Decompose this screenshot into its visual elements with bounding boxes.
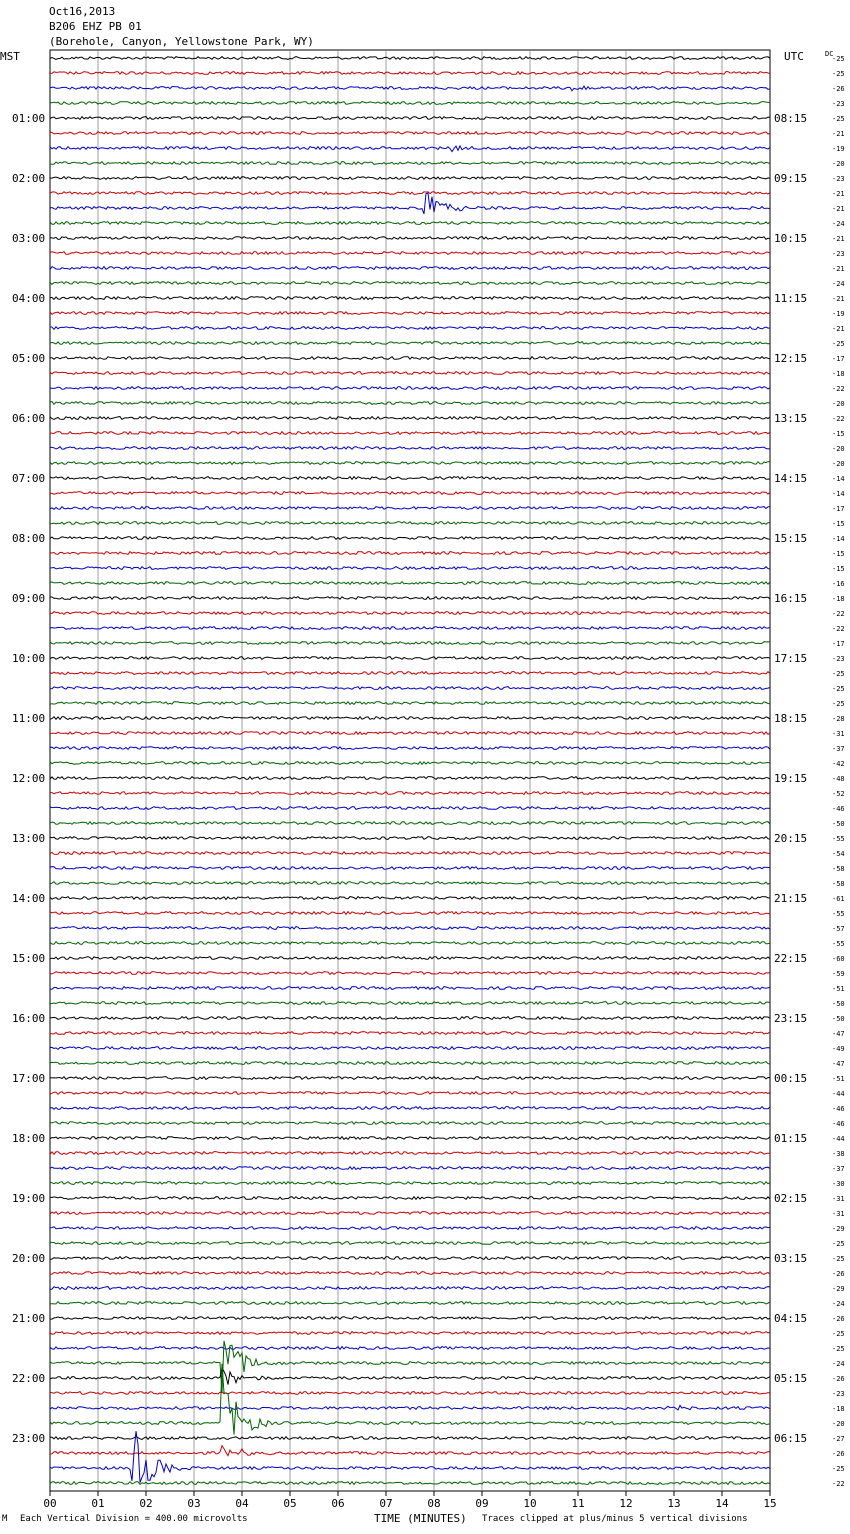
plot-frame	[50, 50, 770, 1491]
seismogram-traces	[50, 57, 770, 1485]
seismogram-trace	[50, 1446, 770, 1456]
seismogram-trace	[50, 1437, 770, 1440]
x-tick-label: 05	[283, 1497, 297, 1510]
mst-hour-label: 21:00	[12, 1312, 46, 1325]
seismogram-trace	[50, 192, 770, 195]
seismogram-trace	[50, 1392, 770, 1395]
dc-offset-label: -51	[832, 1075, 845, 1083]
seismogram-trace	[50, 117, 770, 120]
dc-offset-label: -49	[832, 1045, 845, 1053]
x-axis-ticks	[43, 1491, 776, 1510]
seismogram-trace	[50, 132, 770, 135]
dc-offset-label: -21	[832, 190, 845, 198]
seismogram-trace	[50, 432, 770, 435]
dc-offset-label: -47	[832, 1030, 845, 1038]
dc-offset-label: -20	[832, 460, 845, 468]
dc-header: DC	[825, 50, 834, 58]
utc-hour-label: 20:15	[774, 832, 808, 845]
dc-offset-label: -38	[832, 1150, 845, 1158]
seismogram-trace	[50, 987, 770, 990]
x-axis-title: TIME (MINUTES)	[374, 1512, 467, 1525]
mst-hour-label: 08:00	[12, 532, 46, 545]
corner-mark: M	[2, 1514, 8, 1524]
dc-offset-label: -54	[832, 850, 845, 858]
seismogram-trace	[50, 1212, 770, 1215]
utc-hour-label: 05:15	[774, 1372, 808, 1385]
x-tick-label: 01	[91, 1497, 105, 1510]
dc-offset-label: -25	[832, 55, 845, 63]
mst-hour-label: 04:00	[12, 292, 46, 305]
utc-hour-label: 17:15	[774, 652, 808, 665]
x-tick-label: 02	[139, 1497, 153, 1510]
dc-offset-label: -50	[832, 820, 845, 828]
seismogram-trace	[50, 1227, 770, 1230]
dc-offset-label: -29	[832, 1285, 845, 1293]
seismogram-trace	[50, 912, 770, 915]
scale-note: Each Vertical Division = 400.00 microvolts	[20, 1514, 248, 1524]
mst-hour-label: 02:00	[12, 172, 46, 185]
dc-offset-label: -46	[832, 1120, 845, 1128]
seismogram-trace	[50, 252, 770, 255]
seismogram-trace	[50, 1482, 770, 1485]
seismogram-trace	[50, 702, 770, 705]
utc-hour-label: 08:15	[774, 112, 808, 125]
seismogram-trace	[50, 777, 770, 780]
utc-hour-labels	[774, 112, 807, 1445]
seismogram-trace	[50, 732, 770, 735]
seismogram-trace	[50, 687, 770, 690]
dc-offset-label: -21	[832, 130, 845, 138]
seismogram-trace	[50, 57, 770, 60]
dc-offset-label: -50	[832, 1000, 845, 1008]
x-tick-label: 10	[523, 1497, 537, 1510]
seismogram-trace	[50, 193, 770, 214]
utc-hour-label: 19:15	[774, 772, 808, 785]
seismogram-trace	[50, 462, 770, 465]
dc-offset-label: -18	[832, 1405, 845, 1413]
dc-offset-label: -37	[832, 745, 845, 753]
dc-offset-label: -21	[832, 265, 845, 273]
utc-hour-label: 22:15	[774, 952, 808, 965]
utc-hour-label: 23:15	[774, 1012, 808, 1025]
dc-offset-label: -31	[832, 1195, 845, 1203]
seismogram-trace	[50, 342, 770, 345]
dc-offset-label: -17	[832, 505, 845, 513]
seismogram-trace	[50, 357, 770, 360]
dc-offset-label: -61	[832, 895, 845, 903]
utc-hour-label: 10:15	[774, 232, 808, 245]
dc-offset-label: -14	[832, 535, 845, 543]
dc-offset-label: -37	[832, 1165, 845, 1173]
mst-hour-label: 11:00	[12, 712, 46, 725]
dc-offset-label: -14	[832, 490, 845, 498]
dc-offset-label: -58	[832, 865, 845, 873]
seismogram-trace	[50, 102, 770, 105]
dc-offset-label: -25	[832, 1330, 845, 1338]
seismogram-trace	[50, 1152, 770, 1155]
seismogram-trace	[50, 146, 770, 152]
mst-hour-label: 17:00	[12, 1072, 46, 1085]
dc-offset-label: -58	[832, 880, 845, 888]
dc-offset-label: -55	[832, 835, 845, 843]
seismogram-trace	[50, 282, 770, 285]
utc-hour-label: 00:15	[774, 1072, 808, 1085]
dc-offset-label: -15	[832, 550, 845, 558]
seismogram-trace	[50, 537, 770, 540]
seismogram-trace	[50, 1347, 770, 1350]
mst-hour-label: 01:00	[12, 112, 46, 125]
dc-offset-label: -51	[832, 985, 845, 993]
dc-offset-label: -25	[832, 700, 845, 708]
station-code: B206 EHZ PB 01	[49, 20, 142, 33]
utc-label: UTC	[784, 50, 804, 63]
dc-offset-label: -24	[832, 1360, 845, 1368]
dc-offset-label: -22	[832, 415, 845, 423]
dc-offset-label: -30	[832, 1180, 845, 1188]
seismogram-trace	[50, 627, 770, 630]
seismogram-trace	[50, 852, 770, 855]
utc-hour-label: 09:15	[774, 172, 808, 185]
dc-offset-label: -46	[832, 805, 845, 813]
x-tick-label: 04	[235, 1497, 249, 1510]
seismogram-trace	[50, 1092, 770, 1095]
x-tick-label: 08	[427, 1497, 441, 1510]
dc-offset-label: -20	[832, 400, 845, 408]
seismogram-trace	[50, 1077, 770, 1080]
seismogram-trace	[50, 1167, 770, 1170]
x-tick-label: 07	[379, 1497, 393, 1510]
dc-offset-label: -42	[832, 760, 845, 768]
mst-hour-label: 09:00	[12, 592, 46, 605]
dc-offset-label: -50	[832, 1015, 845, 1023]
dc-offset-label: -20	[832, 445, 845, 453]
seismogram-trace	[50, 837, 770, 840]
dc-offset-label: -55	[832, 940, 845, 948]
seismogram-trace	[50, 522, 770, 525]
seismogram-trace	[50, 1122, 770, 1125]
dc-offset-label: -21	[832, 325, 845, 333]
seismogram-trace	[50, 1047, 770, 1050]
x-tick-label: 13	[667, 1497, 681, 1510]
dc-offset-label: -27	[832, 1435, 845, 1443]
dc-offset-label: -25	[832, 70, 845, 78]
seismogram-trace	[50, 927, 770, 930]
seismogram-trace	[50, 747, 770, 750]
mst-hour-labels	[12, 112, 45, 1445]
plot-date: Oct16,2013	[49, 5, 116, 18]
dc-offset-label: -15	[832, 430, 845, 438]
dc-offset-label: -25	[832, 1240, 845, 1248]
dc-offset-label: -22	[832, 385, 845, 393]
mst-hour-label: 14:00	[12, 892, 46, 905]
utc-hour-label: 13:15	[774, 412, 808, 425]
utc-hour-label: 16:15	[774, 592, 808, 605]
mst-hour-label: 23:00	[12, 1432, 46, 1445]
dc-offset-label: -31	[832, 730, 845, 738]
mst-hour-label: 06:00	[12, 412, 46, 425]
dc-offset-label: -57	[832, 925, 845, 933]
seismogram-trace	[50, 807, 770, 810]
seismogram-trace	[50, 567, 770, 570]
utc-hour-label: 11:15	[774, 292, 808, 305]
mst-hour-label: 15:00	[12, 952, 46, 965]
seismogram-trace	[50, 402, 770, 405]
seismogram-trace	[50, 417, 770, 420]
dc-offset-label: -15	[832, 565, 845, 573]
dc-offset-label: -16	[832, 580, 845, 588]
seismogram-trace	[50, 597, 770, 600]
seismogram-trace	[50, 447, 770, 450]
seismogram-trace	[50, 327, 770, 330]
mst-hour-label: 22:00	[12, 1372, 46, 1385]
seismogram-trace	[50, 1405, 770, 1410]
seismogram-trace	[50, 1032, 770, 1035]
dc-offset-label: -14	[832, 475, 845, 483]
mst-hour-label: 19:00	[12, 1192, 46, 1205]
seismogram-trace	[50, 1287, 770, 1290]
seismogram-trace	[50, 897, 770, 900]
utc-hour-label: 15:15	[774, 532, 808, 545]
seismogram-trace	[50, 1368, 770, 1385]
seismogram-trace	[50, 297, 770, 300]
dc-offset-label: -18	[832, 370, 845, 378]
dc-offset-label: -18	[832, 595, 845, 603]
seismogram-trace	[50, 582, 770, 585]
dc-offset-label: -21	[832, 205, 845, 213]
seismogram-trace	[50, 1364, 770, 1435]
dc-offset-label: -26	[832, 1375, 845, 1383]
seismogram-trace	[50, 552, 770, 555]
seismogram-trace	[50, 1197, 770, 1200]
seismogram-trace	[50, 162, 770, 165]
seismogram-trace	[50, 267, 770, 270]
dc-offset-label: -24	[832, 220, 845, 228]
dc-offset-label: -22	[832, 625, 845, 633]
mst-hour-label: 20:00	[12, 1252, 46, 1265]
utc-hour-label: 12:15	[774, 352, 808, 365]
station-location: (Borehole, Canyon, Yellowstone Park, WY)	[49, 35, 314, 48]
dc-offset-label: -25	[832, 340, 845, 348]
utc-hour-label: 06:15	[774, 1432, 808, 1445]
dc-offset-label: -20	[832, 1420, 845, 1428]
seismogram-trace	[50, 1182, 770, 1185]
seismogram-trace	[50, 177, 770, 180]
utc-hour-label: 02:15	[774, 1192, 808, 1205]
seismogram-trace	[50, 1137, 770, 1140]
seismogram-trace	[50, 387, 770, 390]
dc-offset-label: -17	[832, 640, 845, 648]
x-tick-label: 15	[763, 1497, 777, 1510]
seismogram-trace	[50, 762, 770, 765]
dc-offset-labels	[832, 55, 845, 1488]
seismogram-trace	[50, 717, 770, 720]
seismogram-trace	[50, 612, 770, 615]
dc-offset-label: -23	[832, 100, 845, 108]
seismogram-trace	[50, 1242, 770, 1245]
dc-offset-label: -26	[832, 1450, 845, 1458]
seismogram-trace	[50, 1017, 770, 1020]
dc-offset-label: -17	[832, 355, 845, 363]
utc-hour-label: 04:15	[774, 1312, 808, 1325]
x-tick-label: 11	[571, 1497, 585, 1510]
dc-offset-label: -23	[832, 1390, 845, 1398]
seismogram-trace	[50, 507, 770, 510]
dc-offset-label: -47	[832, 1060, 845, 1068]
utc-hour-label: 03:15	[774, 1252, 808, 1265]
seismogram-trace	[50, 72, 770, 75]
mst-hour-label: 05:00	[12, 352, 46, 365]
seismogram-trace	[50, 972, 770, 975]
utc-hour-label: 14:15	[774, 472, 808, 485]
dc-offset-label: -55	[832, 910, 845, 918]
seismogram-trace	[50, 1332, 770, 1335]
dc-offset-label: -28	[832, 715, 845, 723]
utc-hour-label: 01:15	[774, 1132, 808, 1145]
mst-hour-label: 18:00	[12, 1132, 46, 1145]
dc-offset-label: -48	[832, 775, 845, 783]
dc-offset-label: -19	[832, 310, 845, 318]
dc-offset-label: -44	[832, 1135, 845, 1143]
seismogram-trace	[50, 1062, 770, 1065]
seismogram-trace	[50, 672, 770, 675]
x-tick-label: 06	[331, 1497, 345, 1510]
seismogram-trace	[50, 372, 770, 375]
mst-hour-label: 10:00	[12, 652, 46, 665]
seismogram-trace	[50, 882, 770, 885]
dc-offset-label: -31	[832, 1210, 845, 1218]
dc-offset-label: -20	[832, 160, 845, 168]
dc-offset-label: -26	[832, 85, 845, 93]
dc-offset-label: -46	[832, 1105, 845, 1113]
mst-hour-label: 07:00	[12, 472, 46, 485]
seismogram-trace	[50, 477, 770, 480]
seismogram-trace	[50, 86, 770, 91]
dc-offset-label: -23	[832, 175, 845, 183]
dc-offset-label: -23	[832, 655, 845, 663]
dc-offset-label: -29	[832, 1225, 845, 1233]
seismogram-trace	[50, 957, 770, 960]
dc-offset-label: -22	[832, 1480, 845, 1488]
dc-offset-label: -25	[832, 1465, 845, 1473]
dc-offset-label: -23	[832, 250, 845, 258]
seismogram-trace	[50, 1317, 770, 1320]
dc-offset-label: -19	[832, 145, 845, 153]
dc-offset-label: -25	[832, 115, 845, 123]
seismogram-trace	[50, 642, 770, 645]
seismogram-trace	[50, 222, 770, 225]
mst-hour-label: 13:00	[12, 832, 46, 845]
dc-offset-label: -60	[832, 955, 845, 963]
seismogram-trace	[50, 1272, 770, 1275]
dc-offset-label: -24	[832, 1300, 845, 1308]
dc-offset-label: -26	[832, 1270, 845, 1278]
seismogram-trace	[50, 1302, 770, 1305]
dc-offset-label: -59	[832, 970, 845, 978]
x-tick-label: 12	[619, 1497, 633, 1510]
seismogram-trace	[50, 1107, 770, 1110]
clip-note: Traces clipped at plus/minus 5 vertical divisions	[482, 1514, 748, 1524]
utc-hour-label: 21:15	[774, 892, 808, 905]
seismogram-trace	[50, 942, 770, 945]
seismogram-trace	[50, 792, 770, 795]
x-tick-label: 03	[187, 1497, 201, 1510]
dc-offset-label: -15	[832, 520, 845, 528]
dc-offset-label: -21	[832, 235, 845, 243]
utc-hour-label: 18:15	[774, 712, 808, 725]
dc-offset-label: -25	[832, 1255, 845, 1263]
dc-offset-label: -26	[832, 1315, 845, 1323]
mst-hour-label: 12:00	[12, 772, 46, 785]
seismogram-trace	[50, 1002, 770, 1005]
x-tick-label: 14	[715, 1497, 729, 1510]
mst-label: MST	[0, 50, 20, 63]
seismogram-trace	[50, 237, 770, 240]
x-tick-label: 09	[475, 1497, 489, 1510]
dc-offset-label: -22	[832, 610, 845, 618]
dc-offset-label: -44	[832, 1090, 845, 1098]
seismogram-trace	[50, 492, 770, 495]
dc-offset-label: -52	[832, 790, 845, 798]
seismogram-trace	[50, 822, 770, 825]
x-tick-label: 00	[43, 1497, 57, 1510]
seismogram-trace	[50, 867, 770, 870]
dc-offset-label: -25	[832, 685, 845, 693]
mst-hour-label: 03:00	[12, 232, 46, 245]
dc-offset-label: -25	[832, 1345, 845, 1353]
dc-offset-label: -24	[832, 280, 845, 288]
seismogram-trace	[50, 1257, 770, 1260]
seismogram-trace	[50, 312, 770, 315]
dc-offset-label: -25	[832, 670, 845, 678]
minute-grid	[50, 50, 770, 1491]
mst-hour-label: 16:00	[12, 1012, 46, 1025]
dc-offset-label: -21	[832, 295, 845, 303]
seismogram-trace	[50, 657, 770, 660]
